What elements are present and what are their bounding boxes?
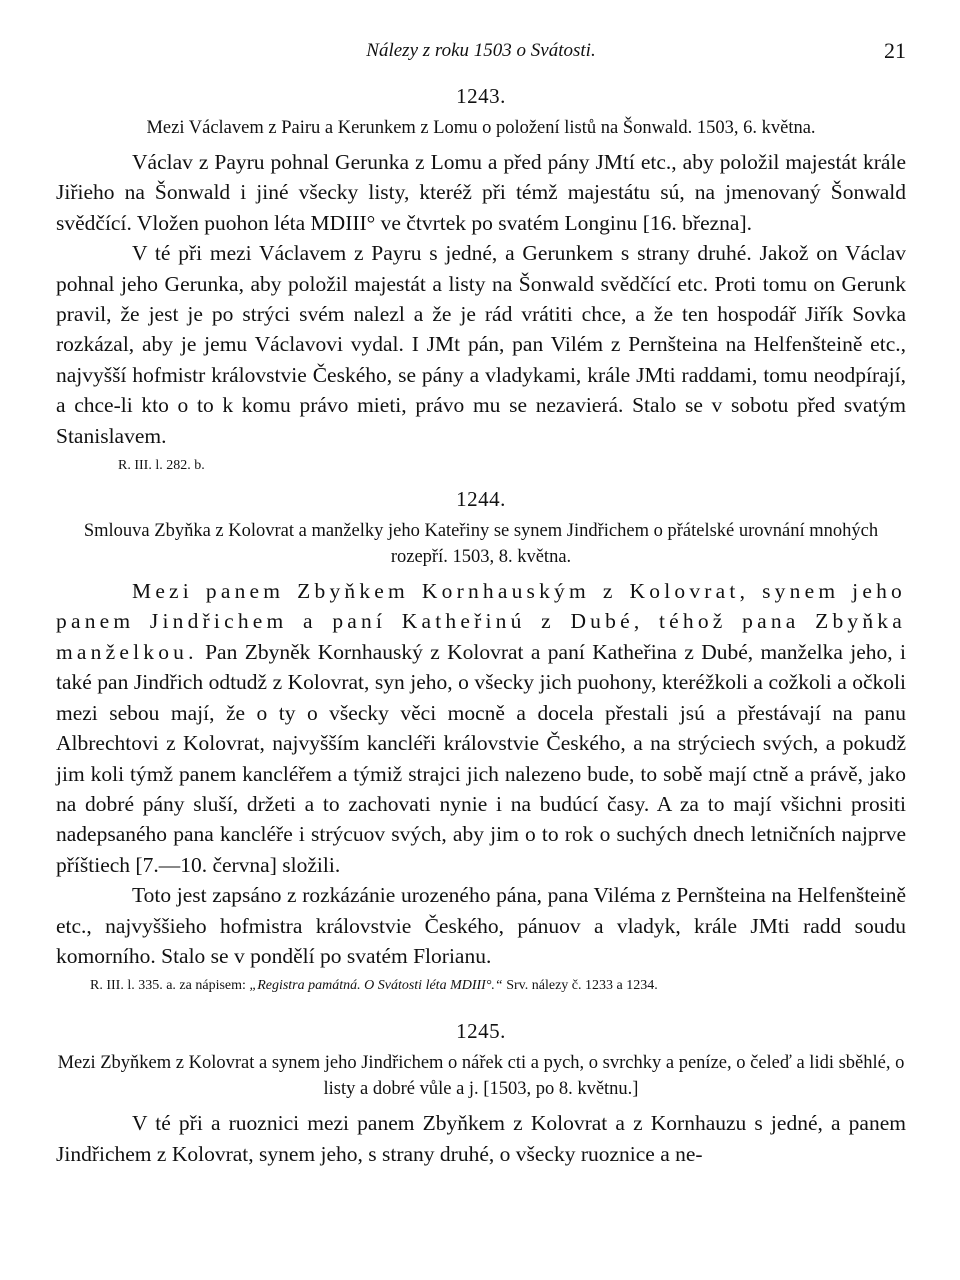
source-note-italic: „Registra památná. O Svátosti léta MDIII°.“ — [249, 978, 503, 994]
running-header — [56, 30, 906, 66]
entry-1245 — [56, 1019, 906, 1169]
entry-heading: Mezi Zbyňkem z Kolovrat a synem jeho Jindřichem o nářek cti a pych, o svrchky a peníze, o čeleď a lidi sběhlé, o listy a dobré vůle a j. [1503, po 8. květnu.] — [57, 1053, 905, 1100]
entry-paragraph: V té při a ruoznici mezi panem Zbyňkem z Kolovrat a z Kornhauzu s jedné, a panem Jindřichem z Kolovrat, synem jeho, s strany druhé, o všecky ruoznice a ne- — [56, 1111, 906, 1166]
entry-paragraph: Toto jest zapsáno z rozkázánie urozeného pána, pana Viléma z Pernšteina na Helfenšteině etc., najvyššieho hofmistra královstvie Českého, pánuov a vladyk, krále JMti radd soudu komorního. Stalo se v pondělí po svatém Florianu. — [56, 883, 906, 968]
source-note: R. III. l. 282. b. — [118, 458, 205, 474]
entry-paragraph: Václav z Payru pohnal Gerunka z Lomu a před pány JMtí etc., aby položil majestát krále Jiřieho na Šonwald i jiné všecky listy, kteréž při témž majestátu sú, na jmenovaný Šonwald svědčící. Vložen puohon léta MDIII° ve čtvrtek po svatém Longinu [16. března]. — [56, 150, 906, 235]
entry-paragraph: V té při mezi Václavem z Payru s jedné, a Gerunkem s strany druhé. Jakož on Václav pohnal jeho Gerunka, aby položil majestát a listy na Šonwald svědčící etc. Proti tomu on Gerunk pravil, že jest je po strýci svém nalezl a že je rád vrátiti chce, a že ten hospodář Jiřík Sovka rozkázal, aby je jemu Václavovi vydal. I JMt pán, pan Vilém z Pernšteina na Helfenšteině etc., najvyšší hofmistr královstvie Českého, se pány a vladykami, krále JMti raddami, tomu neodpírají, a chce-li kto o to k komu právo mieti, právo mu se nezavierá. Stalo se v sobotu před svatým Stanislavem. — [56, 241, 906, 448]
entry-number: 1244. — [456, 487, 506, 512]
page-number: 21 — [884, 38, 906, 63]
source-note — [90, 975, 906, 997]
source-note-suffix: Srv. nálezy č. 1233 a 1234. — [502, 978, 658, 994]
entry-heading: Smlouva Zbyňka z Kolovrat a manželky jeho Kateřiny se synem Jindřichem o přátelské urovnání mnohých rozepří. 1503, 8. května. — [83, 521, 879, 568]
spaced-lead: Mezi panem Zbyňkem Kornhauským z Kolovrat, synem jeho panem Jindřichem a paní Katheřinú z Dubé, téhož pana Zbyňka manželkou. — [56, 579, 906, 664]
entry-number: 1245. — [456, 1019, 506, 1044]
running-title: Nálezy z roku 1503 o Svátosti. — [366, 40, 596, 61]
entry-number: 1243. — [456, 84, 506, 108]
paragraph-text: Pan Zbyněk Kornhauský z Kolovrat a paní Katheřina z Dubé, manželka jeho, i také pan Jindřich odtudž z Kolovrat, syn jeho, o všecky jich puohony, kteréžkoli a cožkoli a očkoli mezi sebou mají, že o ty o všecky věci mocně a docela přestali jsú a přestávají na panu Albrechtovi z Kolovrat, najvyšším kancléři královstvie Českého, a na strýciech svých, a pokudž jim koli týmž panem kancléřem a týmiž strajci jich nalezeno bude, to sobě mají ctně a právě, jako na dobré pány sluší, držeti a to zachovati nynie i na budúcí časy. A za to mají všichni prositi nadepsaného pana kancléře i strýcuov svých, aby jim o to rok o suchých dnech letničních najprve příštiech [7.—10. června] složili. — [56, 639, 907, 877]
document-page — [56, 30, 906, 1169]
entry-paragraph — [56, 576, 906, 880]
source-note-prefix: R. III. l. 335. a. za nápisem: — [90, 978, 250, 994]
entry-1244 — [56, 487, 906, 997]
entry-1243 — [56, 84, 906, 477]
entry-heading: Mezi Václavem z Pairu a Kerunkem z Lomu o položení listů na Šonwald. 1503, 6. května. — [146, 118, 816, 138]
